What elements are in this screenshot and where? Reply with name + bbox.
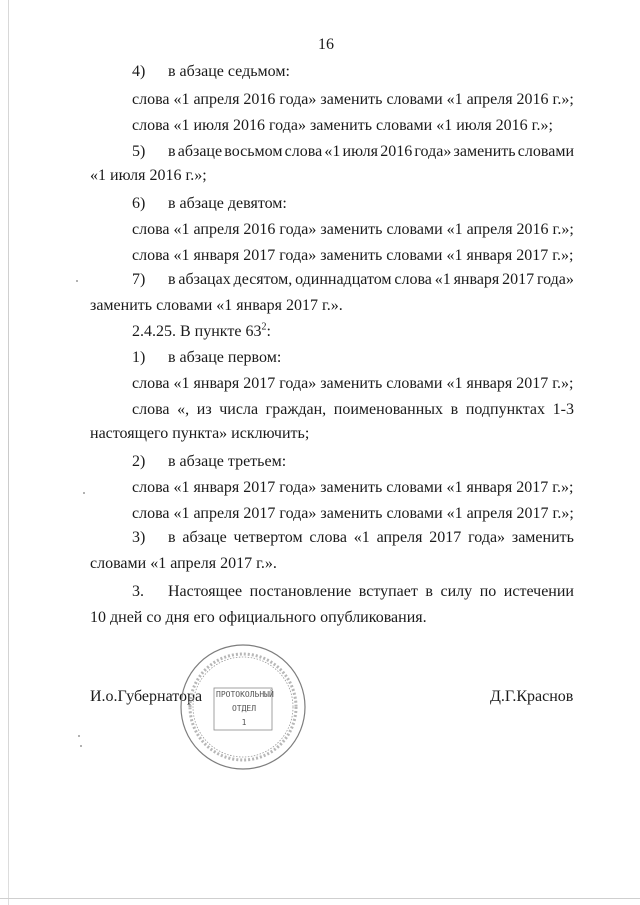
paragraph-line: слова «1 апреля 2017 года» заменить словами «1 апреля 2017 г.»; [132, 505, 574, 522]
justified-line [168, 142, 574, 162]
word: слова [394, 271, 432, 288]
word: числа [219, 401, 259, 418]
paragraph-line: 10 дней со дня его официального опубликования. [90, 609, 427, 626]
item-number: 3. [132, 583, 144, 600]
word: года» [536, 271, 574, 288]
item-number: 2) [132, 453, 146, 470]
scan-speck [78, 735, 80, 737]
word: постановление [249, 583, 352, 600]
item-number: 3) [132, 529, 146, 546]
word: «1 [353, 529, 370, 546]
signature-title: И.о.Губернатора [90, 688, 203, 705]
word: восьмом [224, 143, 283, 160]
word: абзацах [178, 271, 231, 288]
word: силу [440, 583, 473, 600]
justified-line [168, 528, 574, 548]
paragraph-line: заменить словами «1 января 2017 г.». [90, 297, 343, 314]
word: 2017 [502, 271, 535, 288]
section-heading-colon: : [266, 323, 271, 340]
word: истечении [503, 583, 574, 600]
paragraph-line: слова «1 апреля 2016 года» заменить словами «1 апреля 2016 г.»; [132, 221, 574, 238]
paragraph-line: словами «1 апреля 2017 г.». [90, 555, 277, 572]
item-number: 4) [132, 63, 146, 80]
scan-speck [80, 745, 82, 747]
word: года» [414, 143, 452, 160]
word: в [168, 529, 176, 546]
stamp-line: 1 [241, 718, 247, 727]
word: 1-3 [552, 401, 574, 418]
word: заменить [453, 143, 516, 160]
paragraph-line: настоящего пункта» исключить; [90, 425, 310, 442]
word: граждан, [265, 401, 327, 418]
word: в [168, 143, 176, 160]
paragraph-line: слова «1 января 2017 года» заменить словами «1 января 2017 г.»; [132, 375, 574, 392]
word: слова [309, 529, 347, 546]
item-heading: в абзаце девятом: [168, 195, 287, 212]
section-heading-text: 2.4.25. В пункте 63 [132, 323, 262, 340]
stamp-line: ПРОТОКОЛЬНЫЙ [216, 690, 274, 699]
word: одиннадцатом [295, 271, 392, 288]
paragraph-line: «1 июля 2016 г.»; [90, 167, 207, 184]
scan-speck [83, 492, 85, 494]
word: по [479, 583, 497, 600]
paragraph-line: слова «1 января 2017 года» заменить словами «1 января 2017 г.»; [132, 247, 574, 264]
stamp-line: ОТДЕЛ [231, 704, 257, 713]
scan-edge-bottom [0, 898, 640, 899]
word: «1 [434, 271, 451, 288]
item-number: 1) [132, 349, 146, 366]
page-number: 16 [318, 36, 334, 53]
word: 2016 [380, 143, 413, 160]
scan-edge-left [8, 0, 9, 905]
word: «1 [324, 143, 341, 160]
word: из [196, 401, 212, 418]
word: десятом, [233, 271, 293, 288]
word: апреля [376, 529, 423, 546]
justified-line [168, 582, 574, 602]
item-number: 5) [132, 143, 146, 160]
word: июля [342, 143, 379, 160]
paragraph-line: слова «1 июля 2016 года» заменить словами «1 июля 2016 г.»; [132, 117, 553, 134]
superscript: 2 [261, 321, 267, 333]
word: в [450, 401, 459, 418]
word: четвертом [233, 529, 303, 546]
word: подпунктах [465, 401, 546, 418]
word: поименованных [333, 401, 444, 418]
word: вступает [358, 583, 418, 600]
item-heading: в абзаце третьем: [168, 453, 287, 470]
signature-name: Д.Г.Краснов [490, 688, 574, 705]
item-number: 7) [132, 271, 146, 288]
justified-line [132, 400, 574, 420]
word: в [168, 271, 176, 288]
word: 2017 [429, 529, 462, 546]
word: словами [517, 143, 574, 160]
word: абзаце [177, 143, 223, 160]
paragraph-line: слова «1 января 2017 года» заменить словами «1 января 2017 г.»; [132, 479, 574, 496]
word: Настоящее [168, 583, 243, 600]
word: в [425, 583, 433, 600]
paragraph-line: слова «1 апреля 2016 года» заменить словами «1 апреля 2016 г.»; [132, 91, 574, 108]
word: января [453, 271, 500, 288]
word: слова [284, 143, 323, 160]
word: года» [468, 529, 506, 546]
word: слова [132, 401, 170, 418]
item-heading: в абзаце первом: [168, 349, 282, 366]
item-number: 6) [132, 195, 146, 212]
item-heading: в абзаце седьмом: [168, 63, 290, 80]
word: заменить [511, 529, 574, 546]
section-heading [132, 322, 271, 342]
word: «, [177, 401, 190, 418]
justified-line [168, 270, 574, 290]
word: абзаце [182, 529, 227, 546]
scan-speck [76, 280, 78, 282]
